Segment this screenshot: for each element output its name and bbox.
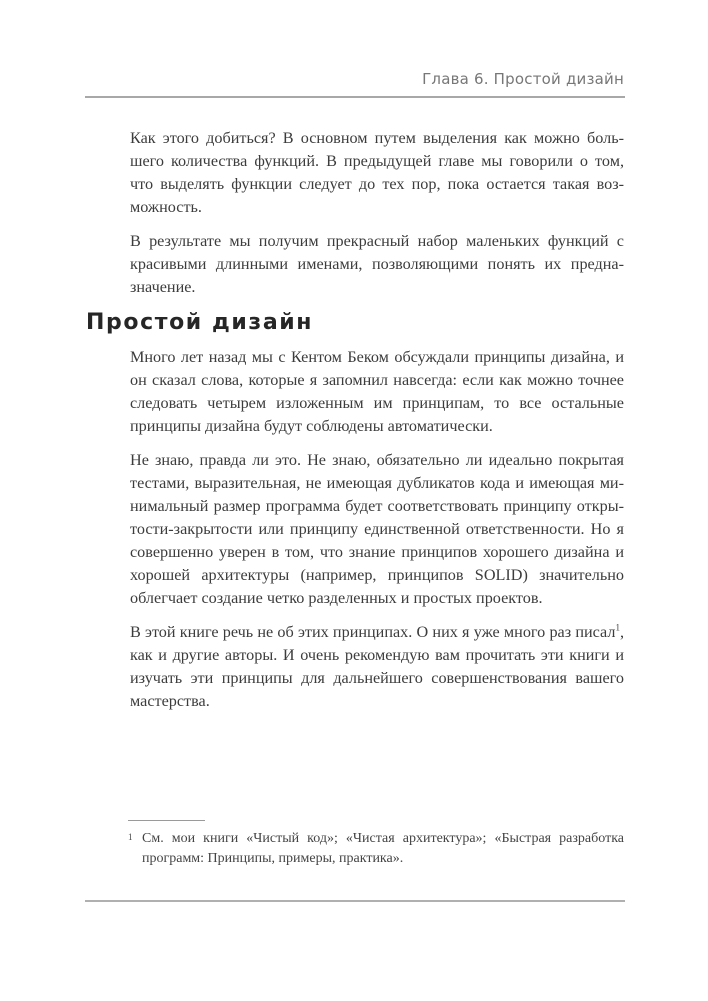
paragraph: Как этого добиться? В основном путем выделения как можно большего количества функций. В предыдущей главе мы говорили о том, что выделять функции следует до тех пор, пока остается такая возможность. <box>130 129 624 216</box>
running-header-title: Глава 6. Простой дизайн <box>422 70 624 88</box>
section-text <box>130 346 624 724</box>
footnote-number: 1 <box>128 832 133 842</box>
section-heading: Простой дизайн <box>86 310 314 335</box>
footnote-separator <box>128 820 205 821</box>
paragraph-text: , как и другие авторы. И очень рекомендую вам прочитать эти книги и изучать эти принципы для дальнейшего совершенствования вашего мастерства. <box>130 623 624 710</box>
paragraph: В результате мы получим прекрасный набор маленьких функций с красивыми длинными именами, позволяющими понять их предназначение. <box>130 232 624 296</box>
paragraph-text: В этой книге речь не об этих принципах. О них я уже много раз писал <box>130 623 616 641</box>
header-rule <box>85 96 625 98</box>
footnote <box>128 829 624 869</box>
footer-rule <box>85 900 625 902</box>
footnote-text: См. мои книги «Чистый код»; «Чистая архитектура»; «Быстрая разработка программ: Принципы, примеры, практика». <box>142 831 624 866</box>
paragraph: Много лет назад мы с Кентом Беком обсуждали принципы дизайна, и он сказал слова, которые я запомнил навсегда: если как можно точнее следовать четырем изложенным им принципам, то все остальные принципы дизайна будут соблюдены автоматически. <box>130 348 624 435</box>
footnote-reference[interactable]: 1 <box>615 622 620 633</box>
paragraph-with-footnote <box>130 621 624 713</box>
intro-text <box>130 127 624 310</box>
paragraph: Не знаю, правда ли это. Не знаю, обязательно ли идеально покрытая тестами, выразительная, не имеющая дубликатов кода и имеющая минимальный размер программа будет соответствовать принципу открытости-закрытости или принципу единственной ответственности. Но я совершенно уверен в том, что знание принципов хорошего дизайна и хорошей архитектуры (например, принципов SOLID) значительно облегчает создание четко разделенных и простых проектов. <box>130 451 624 607</box>
